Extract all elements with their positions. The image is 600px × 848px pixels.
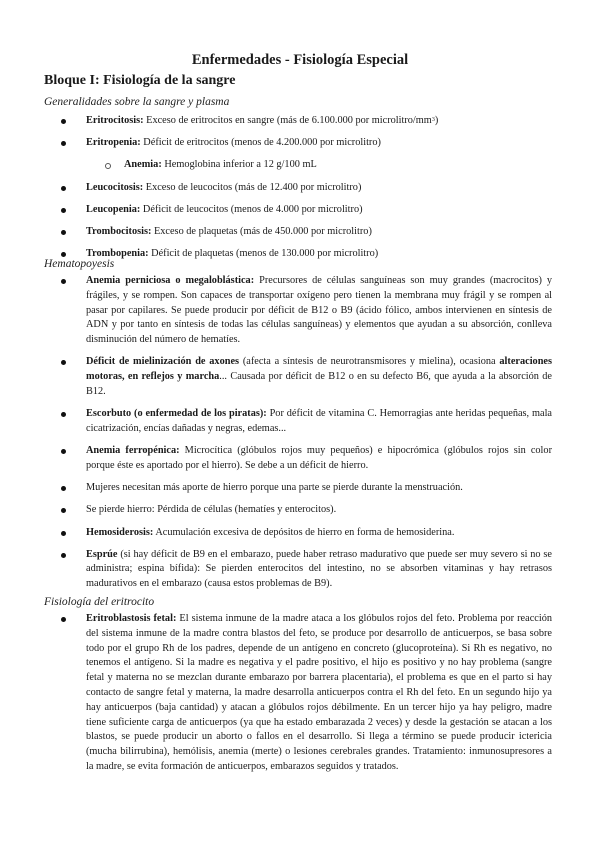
item-text-tail: ) bbox=[434, 115, 439, 126]
item-text: Mujeres necesitan más aporte de hierro porque una parte se pierde durante la menstruación. bbox=[86, 482, 463, 494]
bullet-icon bbox=[61, 186, 66, 191]
list-item bbox=[0, 481, 600, 496]
item-text: Por déficit de vitamina C. Hemorragias ante heridas pequeñas, mala cicatrización, encías dañadas y negras, edemas... bbox=[86, 408, 552, 434]
item-term: Déficit de mielinización de axones bbox=[86, 356, 240, 368]
list-fisiologia-eritrocito bbox=[0, 612, 600, 782]
item-term: Anemia: bbox=[124, 159, 162, 171]
item-text: Acumulación excesiva de depósitos de hierro en forma de hemosiderina. bbox=[153, 526, 455, 538]
item-term: Eritrocitosis: bbox=[86, 115, 144, 126]
document-title: Enfermedades - Fisiología Especial bbox=[191, 52, 409, 68]
item-term-emphasis: alteraciones motoras, en reflejos y marcha bbox=[86, 356, 553, 383]
item-text: Se pierde hierro: Pérdida de células (hematíes y enterocitos). bbox=[86, 504, 337, 516]
item-text: (afecta a síntesis de neurotransmisores y mielina), ocasiona bbox=[239, 356, 500, 368]
list-item-nested bbox=[0, 158, 600, 173]
list-item bbox=[0, 203, 600, 218]
item-term: Anemia perniciosa o megaloblástica: bbox=[86, 275, 255, 286]
bullet-icon bbox=[61, 141, 66, 146]
superscript: 3 bbox=[431, 117, 435, 123]
bullet-icon bbox=[61, 508, 66, 513]
bullet-icon bbox=[61, 531, 66, 536]
list-item bbox=[0, 407, 600, 437]
bullet-icon bbox=[61, 486, 66, 491]
bullet-icon bbox=[61, 553, 66, 558]
bullet-icon bbox=[61, 412, 66, 417]
item-text: Exceso de eritrocitos en sangre (más de 6.100.000 por microlitro/mm bbox=[143, 115, 432, 126]
list-item bbox=[0, 181, 600, 196]
list-item bbox=[0, 548, 600, 592]
item-text: Precursores de células sanguíneas son muy grandes (macrocitos) y frágiles, y se rompen. Son capaces de transportar oxígeno pero tienen la membrana muy frágil y se rompen al pasar por capilares. Se puede producir por déficit de B12 o B9 (ácido fólico, ambos intervienen en síntesis de ADN y por tanto en síntesis de todas las células sanguíneas) y elementos que ayudan a su absorción, conlleva disminución del número de hematíes. bbox=[86, 275, 552, 346]
item-term: Eritroblastosis fetal: bbox=[86, 613, 177, 624]
item-text: Déficit de eritrocitos (menos de 4.200.000 por microlitro) bbox=[140, 137, 381, 149]
item-text: (si hay déficit de B9 en el embarazo, puede haber retraso madurativo que puede ser muy severo si no se administra; espina bífida): Se pierden enterocitos del intestino, no se absorben vitaminas y hay retrasos madurativos en el embarazo (causa estos problemas de B9). bbox=[86, 548, 552, 590]
item-text: Exceso de leucocitos (más de 12.400 por microlitro) bbox=[143, 181, 362, 193]
item-text: Hemoglobina inferior a 12 g/100 mL bbox=[161, 159, 317, 171]
list-item bbox=[0, 114, 600, 129]
bullet-icon bbox=[61, 252, 66, 257]
section-heading-fisiologia-eritrocito: Fisiología del eritrocito bbox=[44, 596, 155, 608]
list-item bbox=[0, 274, 600, 348]
item-text: Déficit de plaquetas (menos de 130.000 por microlitro) bbox=[148, 248, 379, 260]
list-item bbox=[0, 136, 600, 151]
list-item bbox=[0, 612, 600, 775]
bullet-icon bbox=[61, 360, 66, 365]
bullet-icon bbox=[61, 617, 66, 622]
item-term: Hemosiderosis: bbox=[86, 526, 154, 538]
item-text: Exceso de plaquetas (más de 450.000 por microlitro) bbox=[151, 225, 372, 237]
item-text: El sistema inmune de la madre ataca a los glóbulos rojos del feto. Problema por reacción del sistema inmune de la madre contra blastos del feto, se produce por desarrollo de anticuerpos, se basa sobre todo por el grupo Rh de los padres, depende de un antígeno en concreto (glucoproteína). Si Rh es negativo, no tenemos el antígeno. Si la madre es negativa y el padre positivo, el hijo es positivo y no hay problema (sangre fetal y materna no se mezclan durante embarazo por barrera placentaria), el problema es que en el parto si hay contacto de sangre fetal y materna, la madre desarrolla anticuerpos contra el Rh del feto. En un segundo hijo ya hay anticuerpos (baja cantidad) y atacan a glóbulos rojos débilmente. En un tercer hijo ya hay peligro, madre tiene suficiente carga de anticuerpos (ya que ha estado embarazada 2 veces) y desde la gestación se atacan a los blastos, se puede producir un aborto o fallos en el desarrollo. Si llega a término se puede producir ictericia (mucha bilirrubina), hemólisis, anemia (merte) o lesiones cerebrales grandes. Tratamiento: inmunosupresores a la madre, se evita formación de anticuerpos, embarazos seguidos y tratados. bbox=[86, 613, 552, 772]
section-heading-hematopoyesis: Hematopoyesis bbox=[44, 258, 115, 270]
item-term: Leucopenia: bbox=[86, 203, 141, 215]
list-item bbox=[0, 526, 600, 541]
list-item bbox=[0, 355, 600, 399]
bullet-icon bbox=[61, 279, 66, 284]
bullet-icon bbox=[61, 449, 66, 454]
section-heading-generalidades: Generalidades sobre la sangre y plasma bbox=[44, 96, 230, 108]
list-item bbox=[0, 503, 600, 518]
hollow-bullet-icon bbox=[105, 163, 111, 169]
item-term: Trombopenia: bbox=[86, 248, 149, 260]
item-term: Leucocitosis: bbox=[86, 181, 144, 193]
item-term: Trombocitosis: bbox=[86, 225, 152, 237]
bullet-icon bbox=[61, 119, 66, 124]
bullet-icon bbox=[61, 208, 66, 213]
item-term: Escorbuto (o enfermedad de los piratas): bbox=[86, 408, 267, 420]
list-item bbox=[0, 444, 600, 474]
item-text: Microcítica (glóbulos rojos muy pequeños) e hipocrómica (glóbulos rojos sin color porque éste es aportado por el hierro). Se debe a un déficit de hierro. bbox=[86, 445, 552, 471]
item-text: Déficit de leucocitos (menos de 4.000 por microlitro) bbox=[140, 203, 363, 215]
list-item bbox=[0, 225, 600, 240]
list-generalidades bbox=[0, 114, 600, 269]
item-term: Anemia ferropénica: bbox=[86, 445, 180, 457]
bullet-icon bbox=[61, 230, 66, 235]
item-term: Esprúe bbox=[86, 548, 118, 560]
block-title: Bloque I: Fisiología de la sangre bbox=[44, 73, 236, 88]
item-term: Eritropenia: bbox=[86, 137, 141, 149]
list-hematopoyesis bbox=[0, 274, 600, 599]
item-text-tail: ... Causada por déficit de B12 o en su defecto B6, que ayuda a la absorción de B12. bbox=[86, 371, 552, 397]
